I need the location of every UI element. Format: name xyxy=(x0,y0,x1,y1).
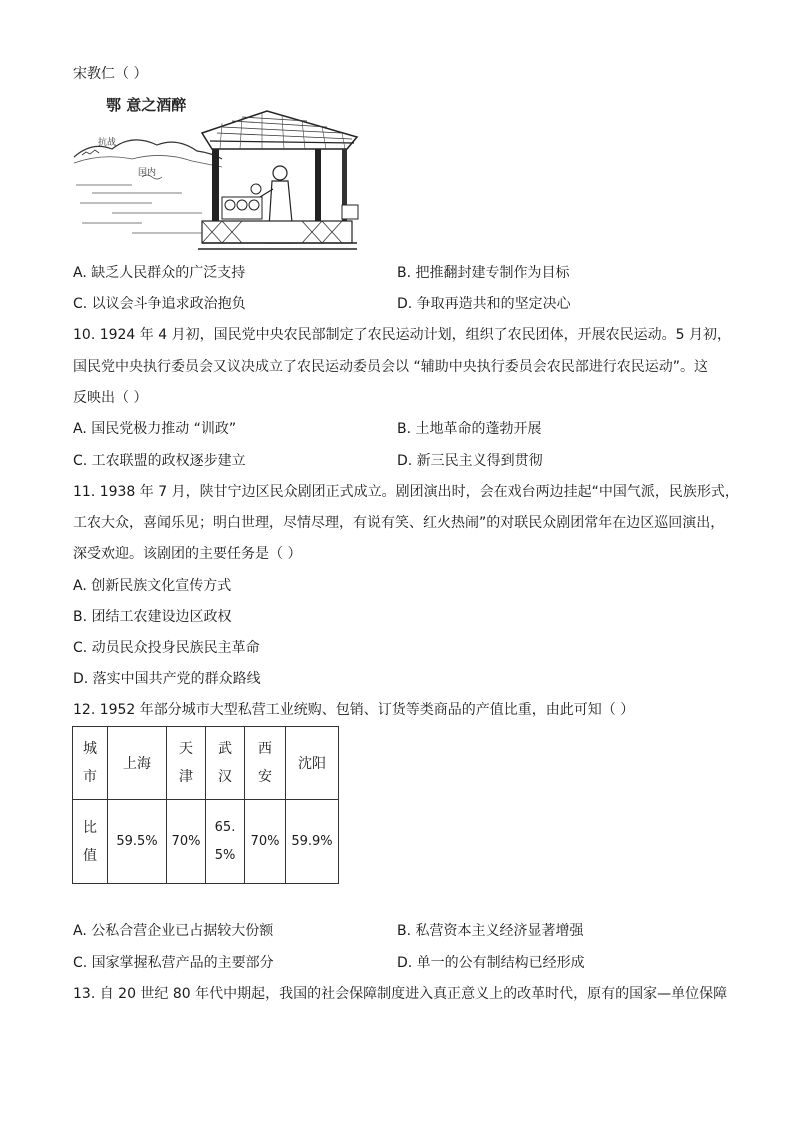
q12-value-0: 59.5% xyxy=(108,800,167,884)
q12-option-b[interactable]: B. 私营资本主义经济显著增强 xyxy=(397,923,584,939)
q9-option-a[interactable]: A. 缺乏人民群众的广泛支持 xyxy=(73,265,246,281)
q10-option-c[interactable]: C. 工农联盟的政权逐步建立 xyxy=(73,453,246,469)
q12-city-2: 武汉 xyxy=(206,727,245,800)
q12-stem: 12. 1952 年部分城市大型私营工业统购、包销、订货等类商品的产值比重，由此可知（ ） xyxy=(73,702,635,718)
illustration-caption: 鄂 意之酒醉 xyxy=(106,96,187,114)
q10-option-a[interactable]: A. 国民党极力推动 “训政” xyxy=(73,421,237,437)
q12-table xyxy=(72,726,339,884)
q11-line-2: 工农大众，喜闻乐见；明白世理，尽情尽理，有说有笑、红火热闹”的对联民众剧团常年在边区巡回演出， xyxy=(73,515,725,531)
illustration-label-center: 国内 xyxy=(138,168,157,178)
q9-option-d[interactable]: D. 争取再造共和的坚定决心 xyxy=(397,296,571,312)
q11-option-b[interactable]: B. 团结工农建设边区政权 xyxy=(73,609,232,625)
q10-option-d[interactable]: D. 新三民主义得到贯彻 xyxy=(397,453,543,469)
q12-row-label: 比值 xyxy=(73,800,108,884)
q12-city-1: 天津 xyxy=(167,727,206,800)
q12-option-d[interactable]: D. 单一的公有制结构已经形成 xyxy=(397,955,585,971)
q11-option-c[interactable]: C. 动员民众投身民族民主革命 xyxy=(73,640,260,656)
q9-illustration xyxy=(72,93,362,255)
q12-header-label: 城市 xyxy=(73,727,108,800)
q12-option-c[interactable]: C. 国家掌握私营产品的主要部分 xyxy=(73,955,274,971)
q11-line-1: 11. 1938 年 7 月，陕甘宁边区民众剧团正式成立。剧团演出时，会在戏台两边挂起“中国气派，民族形式， xyxy=(73,484,739,500)
q11-option-d[interactable]: D. 落实中国共产党的群众路线 xyxy=(73,671,261,687)
q12-value-2: 65.5% xyxy=(206,800,245,884)
q9-stem-tail: 宋教仁（ ） xyxy=(73,66,148,82)
q12-city-3: 西安 xyxy=(245,727,286,800)
q12-value-1: 70% xyxy=(167,800,206,884)
q9-option-b[interactable]: B. 把推翻封建专制作为目标 xyxy=(397,265,570,281)
q12-value-3: 70% xyxy=(245,800,286,884)
q12-option-a[interactable]: A. 公私合营企业已占据较大份额 xyxy=(73,923,274,939)
q12-city-4: 沈阳 xyxy=(286,727,339,800)
q9-option-c[interactable]: C. 以议会斗争追求政治抱负 xyxy=(73,296,246,312)
q12-table-header-row xyxy=(73,727,339,800)
q11-option-a[interactable]: A. 创新民族文化宣传方式 xyxy=(73,578,232,594)
q12-value-4: 59.9% xyxy=(286,800,339,884)
q10-option-b[interactable]: B. 土地革命的蓬勃开展 xyxy=(397,421,542,437)
q12-city-0: 上海 xyxy=(108,727,167,800)
q13-line-1: 13. 自 20 世纪 80 年代中期起，我国的社会保障制度进入真正意义上的改革时代，原有的国家—单位保障 xyxy=(73,986,728,1002)
q10-line-1: 10. 1924 年 4 月初，国民党中央农民部制定了农民运动计划，组织了农民团体，开展农民运动。5 月初， xyxy=(73,327,731,343)
illustration-label-left: 抗战 xyxy=(98,138,117,148)
q10-line-2: 国民党中央执行委员会又议决成立了农民运动委员会以 “辅助中央执行委员会农民部进行农民运动”。这 xyxy=(73,359,708,375)
q11-line-3: 深受欢迎。该剧团的主要任务是（ ） xyxy=(73,546,302,562)
q12-table-value-row xyxy=(73,800,339,884)
q10-line-3: 反映出（ ） xyxy=(73,390,148,406)
